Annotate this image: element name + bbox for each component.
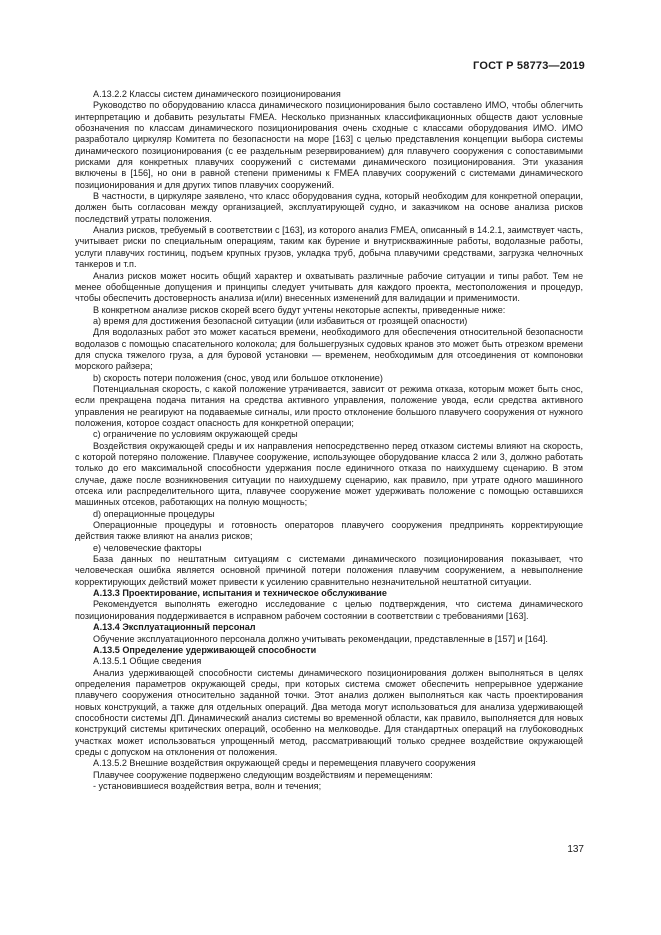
section-heading: А.13.5 Определение удерживающей способности [93, 644, 317, 655]
paragraph: А.13.2.2 Классы систем динамического позиционирования [93, 89, 341, 99]
paragraph: Рекомендуется выполнять ежегодно исследование с целью подтверждения, что система динамического позиционирования поддерживается в исправном рабочем состоянии в соответствии с требованиями [163]. [75, 599, 583, 621]
paragraph: Операционные процедуры и готовность операторов плавучего сооружения предпринять корректирующие действия также влияют на анализ рисков; [75, 520, 583, 542]
paragraph: В частности, в циркуляре заявлено, что класс оборудования судна, который необходим для конкретной операции, должен быть согласован между организацией, эксплуатирующей судно, и заказчиком на основе анализа рисков последствий утраты положения. [75, 191, 583, 224]
paragraph: В конкретном анализе рисков скорей всего будут учтены некоторые аспекты, приведенные ниже: [93, 304, 506, 315]
standard-header: ГОСТ Р 58773—2019 [473, 60, 585, 72]
paragraph: Потенциальная скорость, с какой положение утрачивается, зависит от режима отказа, которым может быть снос, если прекращена подача питания на средства активного управления, положение увода, если средства активного управления не реагируют на подаваемые сигналы, или просто отклонение большого плавучего сооружения от нужного положения, которое создаст опасность для конкретной операции; [75, 383, 583, 428]
paragraph: е) человеческие факторы [93, 542, 202, 553]
paragraph: d) операционные процедуры [93, 508, 215, 519]
paragraph: b) скорость потери положения (снос, увод или большое отклонение) [93, 372, 383, 383]
paragraph: Анализ рисков, требуемый в соответствии с [163], из которого анализ FMEA, описанный в 14.2.1, заимствует часть, учитывает риски по специальным операциям, таким как бурение и внутрискважинные работы, водолазные работы, услуги плавучих гостиниц, подъем крупных грузов, укладка труб, добыча плавучими средствами, загрузка челночных танкеров и т.п. [75, 225, 583, 270]
paragraph: Анализ удерживающей способности системы динамического позиционирования должен выполняться в целях определения параметров окружающей среды, при которых система сможет обеспечить непрерывное удержание плавучего сооружения относительно заданной точки. Этот анализ должен выполняться как часть проектирования новых конструкций, а также для отдельных операций. Два метода могут использоваться для анализа удерживающей способности системы ДП. Динамический анализ системы во временной области, как правило, выполняется для новых конструкций системы критических операций, особенно на мелководье. Для стандартных операций на глубоководных участках может использоваться упрощенный метод, рассматривающий только среднее воздействие окружающей среды с допуском на отклонения от положения. [75, 667, 583, 757]
paragraph: с) ограничение по условиям окружающей среды [93, 429, 298, 440]
section-heading: А.13.4 Эксплуатационный персонал [93, 622, 256, 633]
section-heading: А.13.3 Проектирование, испытания и техническое обслуживание [93, 588, 387, 599]
paragraph: - установившиеся воздействия ветра, волн и течения; [93, 780, 322, 791]
paragraph: А.13.5.1 Общие сведения [93, 656, 202, 667]
paragraph: Руководство по оборудованию класса динамического позиционирования было составлено ИМО, чтобы облегчить интерпретацию и добавить результаты FMEA. Несколько признанных классификационных обществ дают условные обозначения по классам динамического позиционирования очень сходные с классами оборудования ИМО. ИМО разработало циркуляр Комитета по безопасности на море [163] с целью представления концепции выбора системы динамического позиционирования (с ее раздельным резервированием) для плавучего сооружения с сопоставимыми рисками для конкретных плавучих сооружений с системами динамического позиционирования. Эти указания включены в [156], но они в равной степени применимы к FMEA плавучих сооружений с системами динамического позиционирования и для других типов плавучих сооружений. [75, 100, 583, 190]
paragraph: Плавучее сооружение подвержено следующим воздействиям и перемещениям: [93, 769, 433, 780]
paragraph: Обучение эксплуатационного персонала должно учитывать рекомендации, представленные в [157] и [164]. [93, 633, 548, 644]
paragraph: Для водолазных работ это может касаться времени, необходимого для обеспечения относительной безопасности водолазов с помощью спасательного колокола; для большегрузных судовых кранов это может быть отрезком времени для спуска тяжелого груза, а для буровой установки — временем, необходимым для отсоединения от компоновки морского райзера; [75, 327, 583, 372]
paragraph: а) время для достижения безопасной ситуации (или избавиться от грозящей опасности) [93, 315, 468, 326]
paragraph: А.13.5.2 Внешние воздействия окружающей среды и перемещения плавучего сооружения [93, 758, 476, 769]
document-body [75, 89, 583, 792]
paragraph: Анализ рисков может носить общий характер и охватывать различные рабочие ситуации и типы работ. Тем не менее обобщенные допущения и принципы следует учитывать для каждого проекта, местоположения и процедур, чтобы обеспечить достоверность анализа и(или) внесенных изменений для валидации и применимости. [75, 270, 583, 304]
paragraph: База данных по нештатным ситуациям с системами динамического позиционирования показывает, что человеческая ошибка является основной причиной потери положения плавучим сооружением, а невыполнение корректирующих действий может привести к усилению сравнительно незначительной нештатной ситуации. [75, 554, 583, 587]
paragraph: Воздействия окружающей среды и их направления непосредственно перед отказом системы влияют на скорость, с которой потеряно положение. Плавучее сооружение, использующее оборудование класса 2 или 3, должно работать только до его максимальной способности удержания после единичного отказа по наихудшему сценарию. В этом случае, даже после возникновения ситуации по наихудшему сценарию, как правило, при утрате одного машинного отсека или распределительного щита, плавучее сооружение может удерживать положение с помощью оставшихся машинных отсеков, работающих на полную мощность; [75, 440, 583, 508]
page-number: 137 [567, 844, 584, 855]
